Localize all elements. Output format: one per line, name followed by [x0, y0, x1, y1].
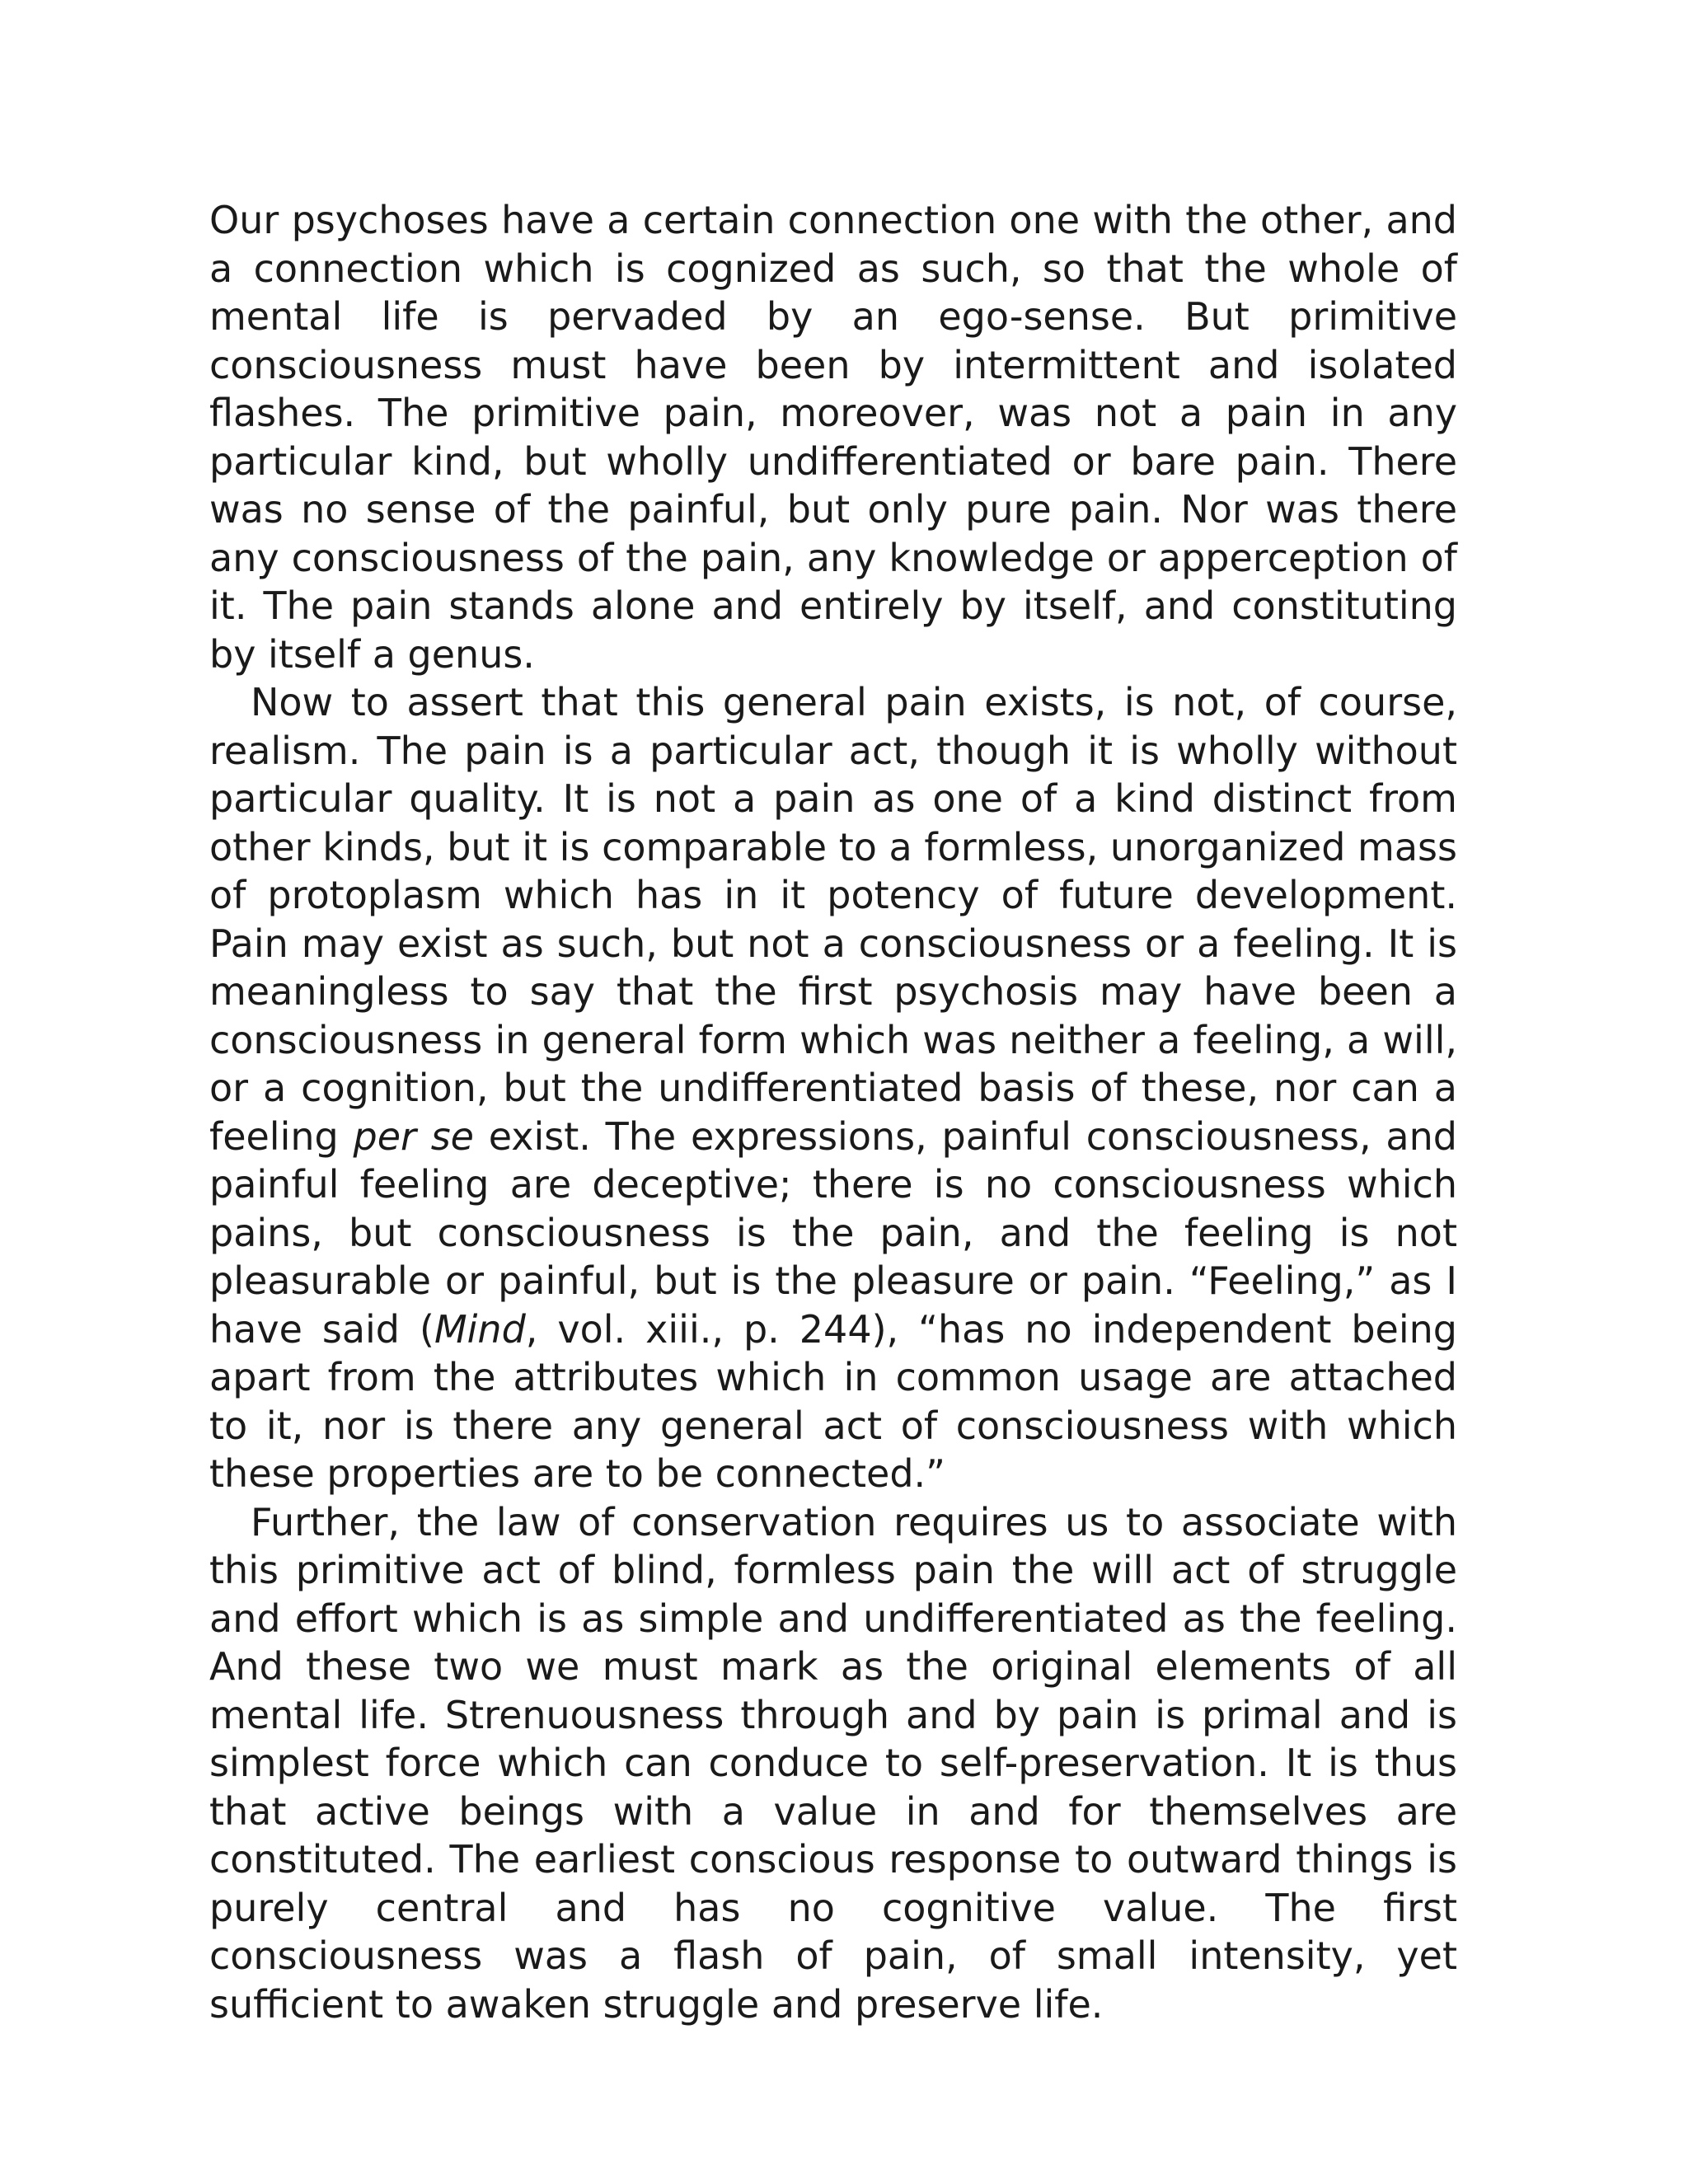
- paragraph-3: [209, 1498, 1457, 2029]
- paragraph-text: , vol. xiii., p. 244), “has no independent being apart from the attributes which in common usage are attached to it, nor is there any general act of consciousness with which these properties are to be connected.”: [209, 1306, 1457, 1496]
- paragraph-text: exist. The expressions, painful consciousness, and painful feeling are deceptive; there is no consciousness which pains, but consciousness is the pain, and the feeling is not pleasurable or painful, but is the pleasure or pain. “Feeling,” as I have said (: [209, 1113, 1457, 1352]
- italic-citation: Mind: [434, 1306, 526, 1352]
- paragraph-text: Our psychoses have a certain connection one with the other, and a connection which is cognized as such, so that the whole of mental life is pervaded by an ego-sense. But primitive consciousness must have been by intermittent and isolated flashes. The primitive pain, moreover, was not a pain in any particular kind, but wholly undifferentiated or bare pain. There was no sense of the painful, but only pure pain. Nor was there any consciousness of the pain, any knowledge or apperception of it. The pain stands alone and entirely by itself, and constituting by itself a genus.: [209, 198, 1457, 677]
- paragraph-text: Further, the law of conservation requires us to associate with this primitive act of blind, formless pain the will act of struggle and effort which is as simple and undifferentiated as the feeling. And these two we must mark as the original elements of all mental life. Strenuousness through and by pain is primal and is simplest force which can conduce to self-preservation. It is thus that active beings with a value in and for themselves are constituted. The earliest conscious response to outward things is purely central and has no cognitive value. The first consciousness was a flash of pain, of small intensity, yet sufficient to awaken struggle and preserve life.: [209, 1499, 1457, 2027]
- italic-phrase: per se: [353, 1113, 474, 1159]
- document-body: [209, 196, 1457, 2028]
- paragraph-2: [209, 678, 1457, 1498]
- paragraph-1: [209, 196, 1457, 678]
- paragraph-text: Now to assert that this general pain exists, is not, of course, realism. The pain is a particular act, though it is wholly without particular quality. It is not a pain as one of a kind distinct from other kinds, but it is comparable to a formless, unorganized mass of protoplasm which has in it potency of future development. Pain may exist as such, but not a consciousness or a feeling. It is meaningless to say that the first psychosis may have been a consciousness in general form which was neither a feeling, a will, or a cognition, but the undifferentiated basis of these, nor can a feeling: [209, 680, 1457, 1159]
